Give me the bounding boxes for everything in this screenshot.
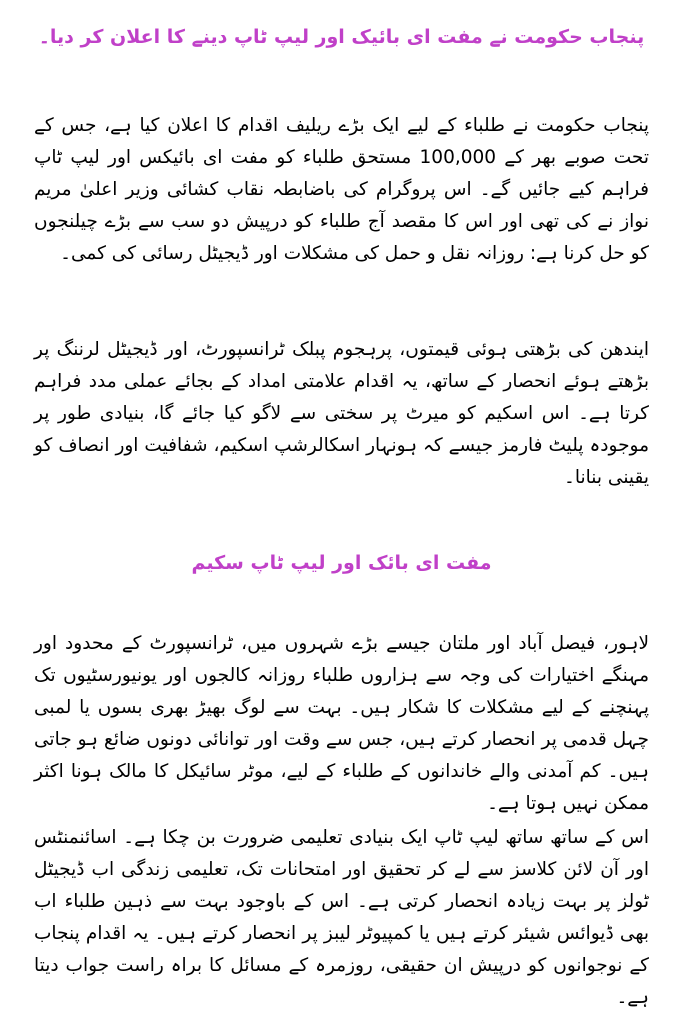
laptop-paragraph: اس کے ساتھ ساتھ لیپ ٹاپ ایک بنیادی تعلیمی ضرورت بن چکا ہے۔ اسائنمنٹس اور آن لائن کلاسز سے لے کر تحقیق اور امتحانات تک، تعلیمی زندگی اب ڈیجیٹل ٹولز پر بہت زیادہ انحصار کرتی ہے۔ اس کے باوجود بہت سے ذہین طلباء اب بھی ڈیوائس شیئر کرتے ہیں یا کمپیوٹر لیبز پر انحصار کرتے ہیں۔ یہ اقدام پنجاب کے نوجوانوں کو درپیش ان حقیقی، روزمرہ کے مسائل کا براہ راست جواب دیتا ہے۔: [34, 827, 649, 1008]
section-heading: مفت ای بائک اور لیپ ٹاپ سکیم: [191, 552, 492, 574]
transport-paragraph: لاہور، فیصل آباد اور ملتان جیسے بڑے شہروں میں، ٹرانسپورٹ کے محدود اور مہنگے اختیارات کی وجہ سے ہزاروں طلباء روزانہ کالجوں اور یونیورسٹیوں تک پہنچنے کے لیے مشکلات کا شکار ہیں۔ بہت سے لوگ بھیڑ بھری بسوں یا لمبی چہل قدمی پر انحصار کرتے ہیں، جس سے وقت اور توانائی دونوں ضائع ہو جاتی ہیں۔ کم آمدنی والے خاندانوں کے طلباء کے لیے، موٹر سائیکل کا مالک ہونا اکثر ممکن نہیں ہوتا ہے۔: [34, 633, 649, 814]
context-paragraph: ایندھن کی بڑھتی ہوئی قیمتوں، پرہجوم پبلک ٹرانسپورٹ، اور ڈیجیٹل لرننگ پر بڑھتے ہوئے انحصار کے ساتھ، یہ اقدام علامتی امداد کے بجائے عملی مدد فراہم کرتا ہے۔ اس اسکیم کو میرٹ پر سختی سے لاگو کیا جائے گا، بنیادی طور پر موجودہ پلیٹ فارمز جیسے کہ ہونہار اسکالرشپ اسکیم، شفافیت اور انصاف کو یقینی بنانا۔: [34, 339, 649, 488]
intro-paragraph: پنجاب حکومت نے طلباء کے لیے ایک بڑے ریلیف اقدام کا اعلان کیا ہے، جس کے تحت صوبے بھر کے 100,000 مستحق طلباء کو مفت ای بائیکس اور لیپ ٹاپ فراہم کیے جائیں گے۔ اس پروگرام کی باضابطہ نقاب کشائی وزیر اعلیٰ مریم نواز نے کی تھی اور اس کا مقصد آج طلباء کو درپیش دو سب سے بڑے چیلنجوں کو حل کرنا ہے: روزانہ نقل و حمل کی مشکلات اور ڈیجیٹل رسائی کی کمی۔: [34, 115, 650, 264]
page-title: پنجاب حکومت نے مفت ای بائیک اور لیپ ٹاپ دینے کا اعلان کر دیا۔: [38, 26, 645, 48]
